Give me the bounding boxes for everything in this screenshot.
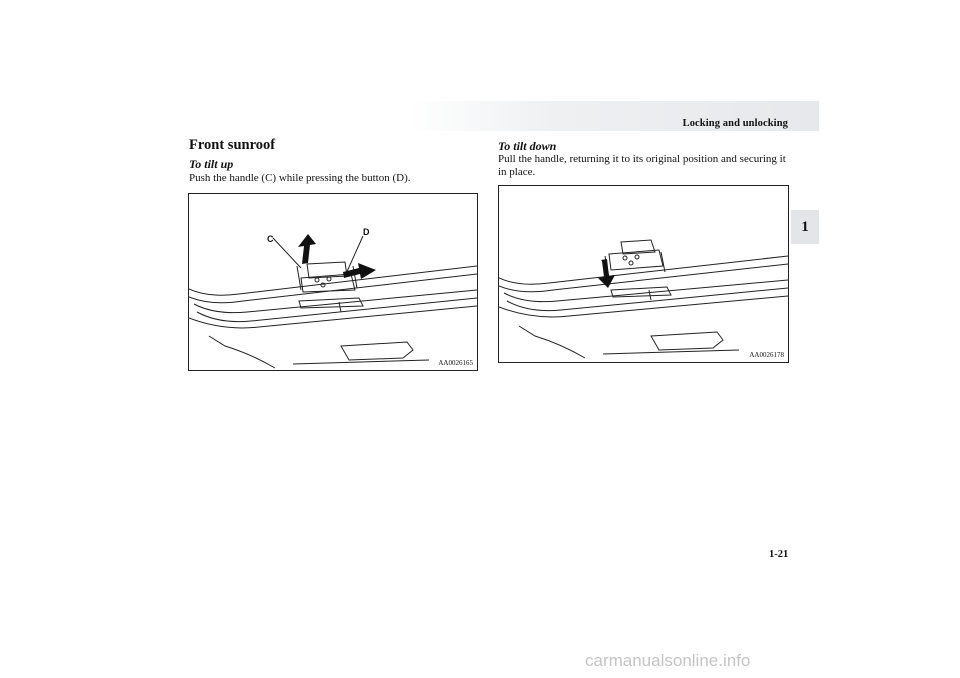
callout-d: D bbox=[363, 227, 370, 237]
tilt-up-illustration bbox=[188, 193, 478, 371]
watermark: carmanualsonline.info bbox=[585, 651, 751, 670]
chapter-tab: 1 bbox=[791, 210, 819, 244]
sunroof-handle-drawing bbox=[499, 186, 788, 362]
tilt-down-heading: To tilt down bbox=[498, 139, 557, 153]
figure-code: AA0026165 bbox=[438, 359, 473, 367]
page-number: 1-21 bbox=[769, 549, 789, 560]
sunroof-handle-drawing bbox=[189, 194, 477, 370]
tilt-up-text: Push the handle (C) while pressing the button (D). bbox=[189, 172, 411, 184]
section-title: Front sunroof bbox=[189, 137, 276, 153]
callout-c: C bbox=[267, 234, 274, 244]
tilt-down-text: Pull the handle, returning it to its original position and securing it in place. bbox=[498, 153, 786, 178]
tilt-up-heading: To tilt up bbox=[189, 157, 234, 171]
tilt-down-illustration bbox=[498, 185, 789, 363]
figure-code: AA0026178 bbox=[749, 351, 784, 359]
running-header: Locking and unlocking bbox=[682, 118, 788, 129]
